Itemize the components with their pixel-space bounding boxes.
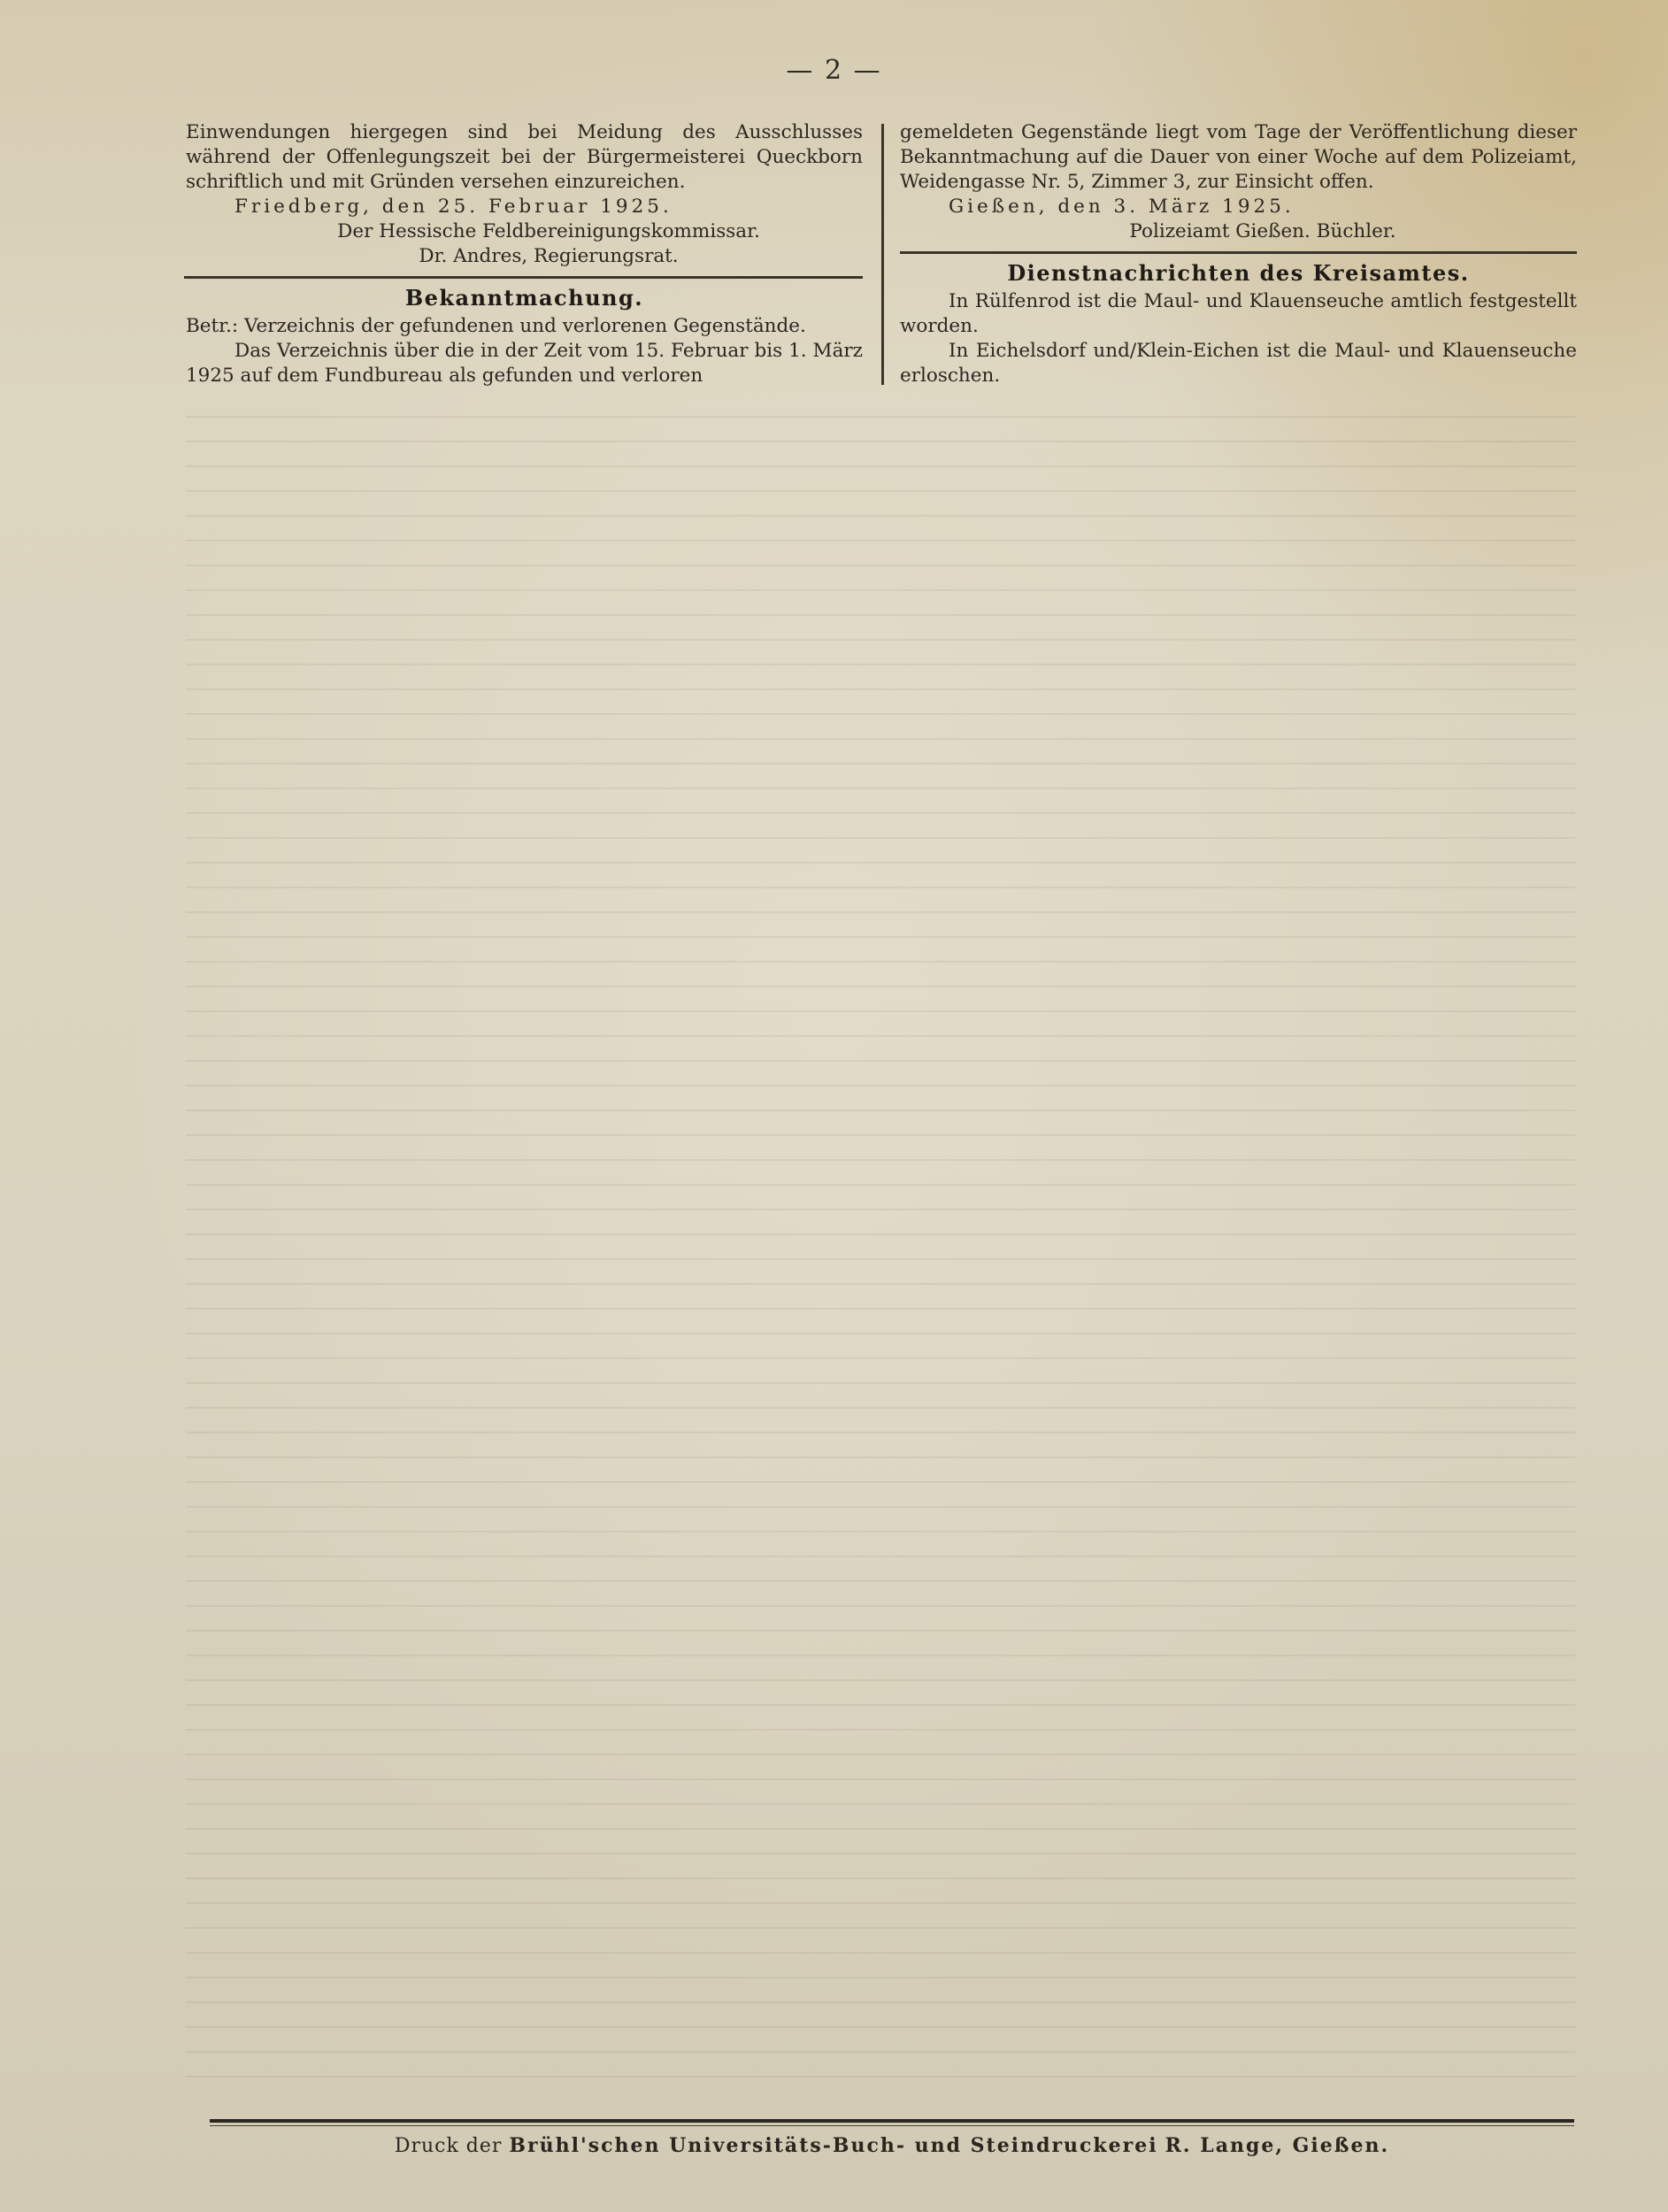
- footer-rule-thin: [210, 2125, 1574, 2126]
- left-place-date: Friedberg, den 25. Februar 1925.: [234, 196, 673, 218]
- right-signature: Polizeiamt Gießen. Büchler.: [1129, 220, 1396, 242]
- right-heading-dienstnachrichten: Dienstnachrichten des Kreisamtes.: [1007, 260, 1470, 286]
- imprint-prefix: Druck der: [394, 2135, 503, 2157]
- left-paragraph-verzeichnis: Das Verzeichnis über die in der Zeit vom 15. Februar bis 1. März 1925 auf dem Fundbureau als gefunden und verloren: [186, 340, 863, 387]
- page-number: — 2 —: [786, 55, 882, 86]
- left-section-rule: [184, 276, 863, 279]
- left-signature-name: Dr. Andres, Regierungsrat.: [419, 245, 679, 267]
- left-heading-bekanntmachung: Bekanntmachung.: [404, 285, 644, 311]
- right-section-rule: [900, 251, 1577, 254]
- left-betr-line: Betr.: Verzeichnis der gefundenen und verlorenen Gegenstände.: [186, 315, 806, 337]
- column-divider: [881, 124, 884, 385]
- right-paragraph-eichelsdorf: In Eichelsdorf und/Klein-Eichen ist die Maul- und Klauenseuche erloschen.: [900, 340, 1577, 387]
- right-column: [900, 120, 1577, 388]
- left-column: [186, 120, 863, 388]
- right-paragraph-gegenstaende: gemeldeten Gegenstände liegt vom Tage der Veröffentlichung dieser Bekanntmachung auf die Dauer von einer Woche auf dem Polizeiamt, Weidengasse Nr. 5, Zimmer 3, zur Einsicht offen.: [900, 121, 1577, 193]
- right-place-date: Gießen, den 3. März 1925.: [949, 196, 1295, 218]
- right-paragraph-ruelfenrod: In Rülfenrod ist die Maul- und Klauenseuche amtlich festgestellt worden.: [900, 290, 1577, 337]
- left-paragraph-objections: Einwendungen hiergegen sind bei Meidung des Ausschlusses während der Offenlegungszeit bei der Bürgermeisterei Queckborn schriftlich und mit Gründen versehen einzureichen.: [186, 121, 863, 193]
- footer-rule: [210, 2119, 1574, 2123]
- left-signature-title: Der Hessische Feldbereinigungskommissar.: [337, 220, 760, 242]
- imprint-printer: Brühl'schen Universitäts-Buch- und Steindruckerei: [509, 2134, 1158, 2157]
- printer-imprint: [210, 2134, 1574, 2157]
- bleed-through-texture: [186, 416, 1575, 2097]
- imprint-owner: R. Lange, Gießen.: [1165, 2134, 1390, 2157]
